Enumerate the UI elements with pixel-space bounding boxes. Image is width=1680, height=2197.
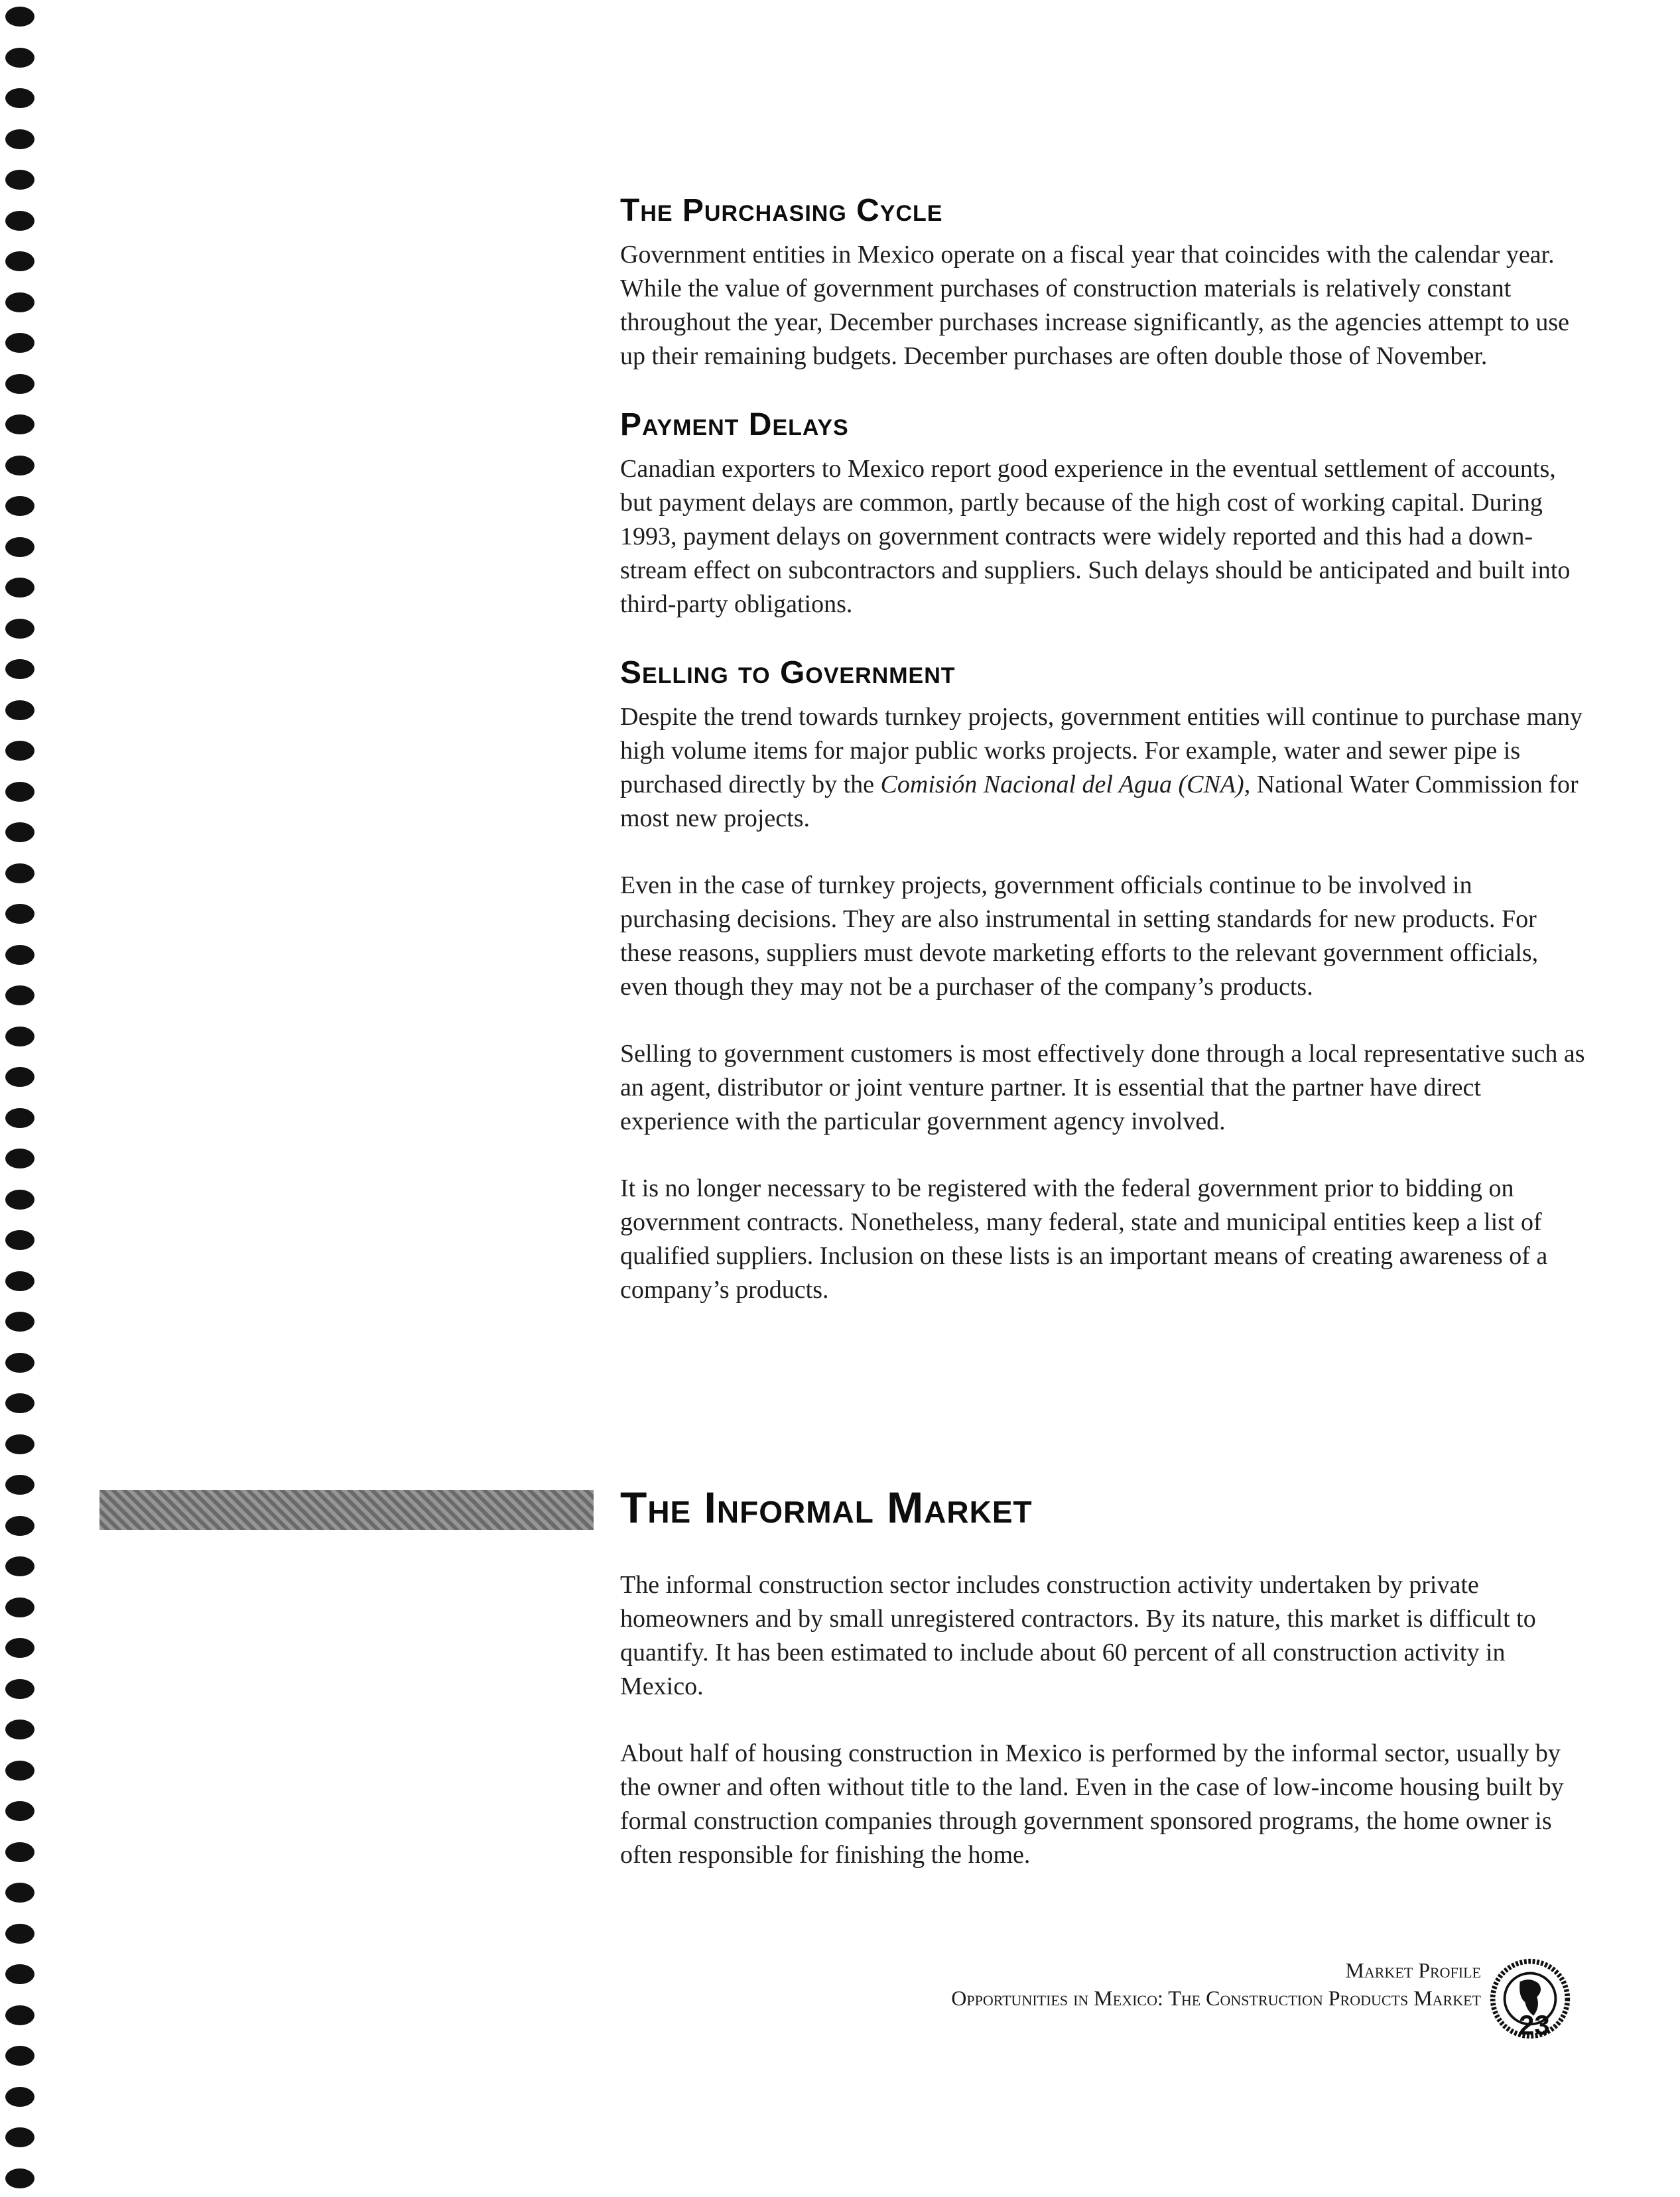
binding-hole [5, 863, 34, 883]
binding-hole [5, 537, 34, 557]
binding-hole [5, 129, 34, 149]
paragraph: Government entities in Mexico operate on a fiscal year that coincides with the calendar year. While the value of government purchases of construction materials is relatively constant throughout the year, December purchases increase significantly, as the agencies attempt to use up their remaining budgets. December purchases are often double those of November. [620, 241, 1570, 370]
binding-hole [5, 1353, 34, 1373]
binding-hole [5, 1924, 34, 1944]
binding-hole [5, 1475, 34, 1495]
paragraph: It is no longer necessary to be registered with the federal government prior to bidding on government contracts. Nonetheless, many federal, state and municipal entities keep a list of qualified suppliers. Inclusion on these lists is an important means of creating awareness of a company’s products. [620, 1174, 1548, 1304]
binding-hole [5, 782, 34, 802]
footer-line2: Opportunities in Mexico: The Construction Products Market [951, 1986, 1481, 2010]
binding-hole [5, 1108, 34, 1128]
binding-hole [5, 1027, 34, 1046]
heading-payment-delays: Payment Delays [620, 407, 849, 442]
paragraph: About half of housing construction in Mexico is performed by the informal sector, usually by the owner and often without title to the land. Even in the case of low-income housing built by formal construction companies through government sponsored programs, the home owner is often responsible for finishing the home. [620, 1739, 1564, 1869]
binding-hole [5, 1598, 34, 1617]
binding-hole [5, 2087, 34, 2107]
binding-hole [5, 1149, 34, 1168]
binding-hole [5, 904, 34, 924]
binding-hole [5, 414, 34, 434]
binding-hole [5, 1964, 34, 1984]
binding-hole [5, 2005, 34, 2025]
binding-hole [5, 1393, 34, 1413]
heading-selling-to-government: Selling to Government [620, 655, 956, 690]
binding-hole [5, 741, 34, 761]
binding-hole [5, 211, 34, 231]
paragraph: Despite the trend towards turnkey projects, government entities will continue to purchase many high volume items for major public works projects. For example, water and sewer pipe is purchased directly by the Comisión Nacional del Agua (CNA), National Water Commission for most new projects. [620, 703, 1583, 832]
binding-hole [5, 292, 34, 312]
binding-hole [5, 456, 34, 475]
binding-hole [5, 1271, 34, 1291]
heading-purchasing-cycle: The Purchasing Cycle [620, 193, 943, 228]
binding-hole [5, 333, 34, 353]
agency-name: Comisión Nacional del Agua (CNA), [880, 771, 1251, 798]
binding-hole [5, 1801, 34, 1821]
informal-market-body [620, 1568, 1588, 1905]
informal-market-section-header [99, 1475, 1625, 1555]
binding-hole [5, 985, 34, 1005]
binding-hole [5, 619, 34, 639]
binding-hole [5, 1434, 34, 1454]
binding-hole [5, 700, 34, 720]
binding-hole [5, 1720, 34, 1739]
binding-hole [5, 1842, 34, 1862]
binding-hole [5, 2046, 34, 2066]
binding-hole [5, 659, 34, 679]
paragraph: Canadian exporters to Mexico report good experience in the eventual settlement of accounts, but payment delays are common, partly because of the high cost of working capital. During 1993, payment delays on government contracts were widely reported and this had a down-stream effect on subcontractors and suppliers. Such delays should be anticipated and built into third-party obligations. [620, 455, 1571, 618]
binding-hole [5, 1516, 34, 1536]
paragraph: Even in the case of turnkey projects, government officials continue to be involved in purchasing decisions. They are also instrumental in setting standards for new products. For these reasons, suppliers must devote marketing efforts to the relevant government officials, even though they may not be a purchaser of the company’s products. [620, 871, 1539, 1001]
binding-hole [5, 251, 34, 271]
page-number: 23 [1519, 2009, 1550, 2040]
section-title: The Informal Market [620, 1483, 1033, 1532]
binding-hole [5, 945, 34, 965]
binding-hole [5, 822, 34, 842]
binding-hole [5, 1190, 34, 1210]
section-bar [99, 1490, 594, 1530]
binding-hole [5, 7, 34, 27]
binding-hole [5, 1761, 34, 1781]
main-column [620, 192, 1588, 1340]
footer-line1: Market Profile [1345, 1958, 1481, 1982]
binding-hole [5, 374, 34, 394]
binding-hole [5, 1067, 34, 1087]
binding-hole [5, 1883, 34, 1903]
binding-hole [5, 2168, 34, 2188]
binding-hole [5, 1638, 34, 1658]
binding-hole [5, 1230, 34, 1250]
binding-hole [5, 2127, 34, 2147]
binding-hole [5, 170, 34, 190]
binding-hole [5, 1312, 34, 1332]
binding-hole [5, 496, 34, 516]
paragraph: Selling to government customers is most effectively done through a local representative such as an agent, distributor or joint venture partner. It is essential that the partner have direct experience with the particular government agency involved. [620, 1040, 1585, 1135]
binding-hole [5, 48, 34, 68]
binding-hole [5, 1679, 34, 1699]
binding-hole [5, 578, 34, 597]
binding-hole [5, 88, 34, 108]
spiral-binding [0, 0, 40, 2197]
binding-hole [5, 1556, 34, 1576]
paragraph: The informal construction sector includes construction activity undertaken by private homeowners and by small unregistered contractors. By its nature, this market is difficult to quantify. It has been estimated to include about 60 percent of all construction activity in Mexico. [620, 1571, 1536, 1700]
footer [951, 1956, 1481, 2012]
